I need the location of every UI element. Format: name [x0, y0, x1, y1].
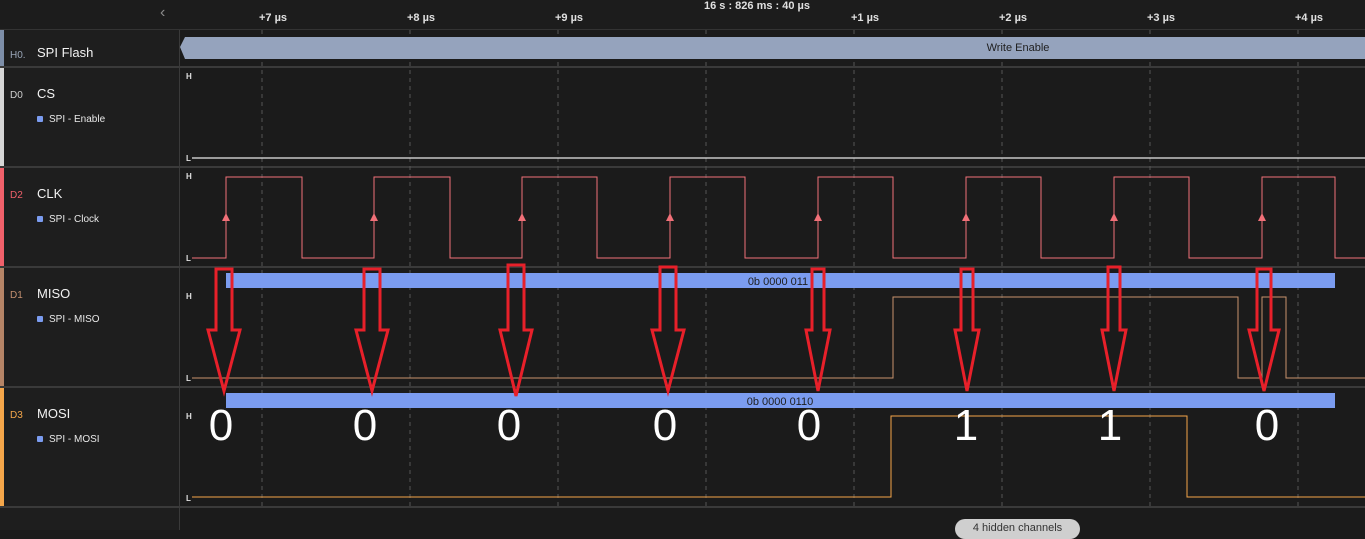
analyzer-tag: SPI - Clock: [37, 214, 99, 225]
miso-trace: [192, 297, 1365, 378]
channel-name: SPI Flash: [37, 45, 94, 60]
time-tick: +8 µs: [406, 12, 436, 24]
svg-text:L: L: [186, 154, 191, 163]
bit-label: 0: [352, 401, 378, 450]
time-center-readout: 16 s : 826 ms : 40 µs: [703, 0, 811, 12]
channel-name: CLK: [37, 186, 63, 201]
bit-label: 0: [496, 401, 522, 450]
channel-name: CS: [37, 86, 56, 101]
mosi-value-bar[interactable]: [226, 393, 1335, 408]
channel-name: MOSI: [37, 406, 71, 421]
svg-text:H: H: [186, 172, 192, 181]
bit-label: 0: [1254, 401, 1280, 450]
bit-annotations: [209, 401, 1279, 450]
time-tick: +3 µs: [1146, 12, 1176, 24]
svg-text:L: L: [186, 494, 191, 503]
miso-value-label: 0b 0000 011: [747, 276, 809, 288]
time-grid: [262, 30, 1298, 508]
bit-label: 0: [208, 401, 234, 450]
bit-label: 0: [796, 401, 822, 450]
level-labels: [186, 72, 192, 503]
time-tick: +1 µs: [850, 12, 880, 24]
channel-id: D2: [10, 190, 23, 201]
channel-id: H0.: [10, 50, 26, 61]
svg-text:H: H: [186, 72, 192, 81]
time-tick: +9 µs: [554, 12, 584, 24]
bit-label: 1: [1097, 401, 1123, 450]
bit-label: 1: [953, 401, 979, 450]
channel-id: D3: [10, 410, 23, 421]
time-tick: +4 µs: [1294, 12, 1324, 24]
bit-label: 0: [652, 401, 678, 450]
svg-text:L: L: [186, 374, 191, 383]
channel-id: D0: [10, 90, 23, 101]
time-tick: +7 µs: [258, 12, 288, 24]
frame-label: Write Enable: [986, 42, 1050, 54]
svg-text:L: L: [186, 254, 191, 263]
miso-value-bar[interactable]: [226, 273, 1335, 288]
clk-trace: [192, 177, 1365, 258]
clk-edge-markers: [222, 213, 1266, 221]
analyzer-tag: SPI - MOSI: [37, 434, 100, 445]
collapse-panel-icon[interactable]: ‹: [160, 4, 166, 21]
svg-text:H: H: [186, 412, 192, 421]
analyzer-tag: SPI - MISO: [37, 314, 100, 325]
analyzer-tag: SPI - Enable: [37, 114, 105, 125]
svg-text:H: H: [186, 292, 192, 301]
channel-id: D1: [10, 290, 23, 301]
hidden-channels-button[interactable]: 4 hidden channels: [955, 519, 1080, 539]
time-tick: +2 µs: [998, 12, 1028, 24]
spi-flash-frame[interactable]: [180, 37, 1365, 59]
mosi-value-label: 0b 0000 0110: [746, 396, 814, 408]
channel-name: MISO: [37, 286, 71, 301]
